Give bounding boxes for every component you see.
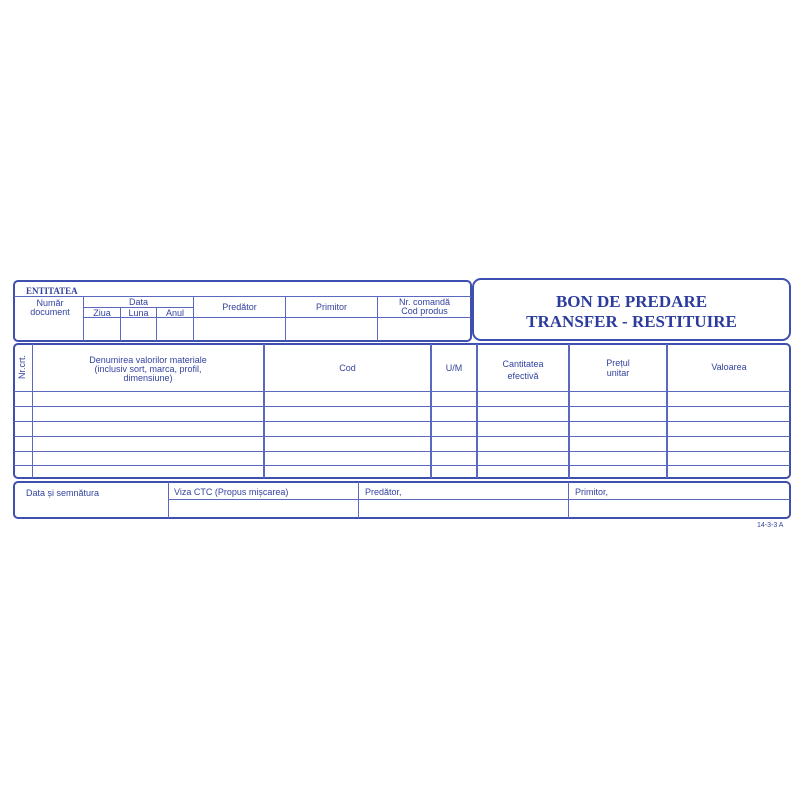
numar-label: Număr document [30, 298, 70, 317]
col-line [168, 482, 169, 518]
col-line [358, 482, 359, 518]
data-semnatura-label: Data și semnătura [26, 488, 100, 498]
document-title-line1: BON DE PREDARE [555, 292, 708, 311]
anul-label: Anul [165, 308, 184, 318]
table-header-line [14, 391, 790, 392]
nr-comanda-label: Nr. comandă Cod produs [398, 297, 451, 316]
denumirea-header: Denumirea valorilor materiale (inclusiv sort, marca, profil, dimensiune) [89, 355, 207, 383]
signature-section [13, 481, 791, 519]
footer-primitor-label: Primitor, [575, 487, 609, 497]
cantitatea-header: Cantitatea efectivă [502, 359, 544, 381]
viza-ctc-label: Viza CTC (Propus mișcarea) [174, 487, 289, 497]
nr-crt-header: Nr.crt. [17, 355, 27, 379]
footer-row-line [168, 499, 790, 500]
table-row [14, 406, 790, 407]
data-label: Data [128, 297, 148, 307]
predator-label: Predător [222, 302, 257, 312]
um-header: U/M [445, 363, 463, 373]
document-title-line2: TRANSFER - RESTITUIRE [526, 312, 737, 331]
valoarea-header: Valoarea [711, 362, 747, 372]
form-code: 14-3-3 A [757, 522, 784, 529]
table-row [14, 451, 790, 452]
table-row [14, 436, 790, 437]
entitatea-label: ENTITATEA [26, 286, 78, 296]
cod-header: Cod [339, 363, 356, 373]
pretul-header: Prețul unitar [606, 358, 630, 378]
luna-label: Luna [128, 308, 149, 318]
primitor-label: Primitor [316, 302, 347, 312]
col-line [568, 482, 569, 518]
table-row [14, 421, 790, 422]
ziua-label: Ziua [93, 308, 111, 318]
table-row [14, 465, 790, 466]
footer-predator-label: Predător, [365, 487, 402, 497]
